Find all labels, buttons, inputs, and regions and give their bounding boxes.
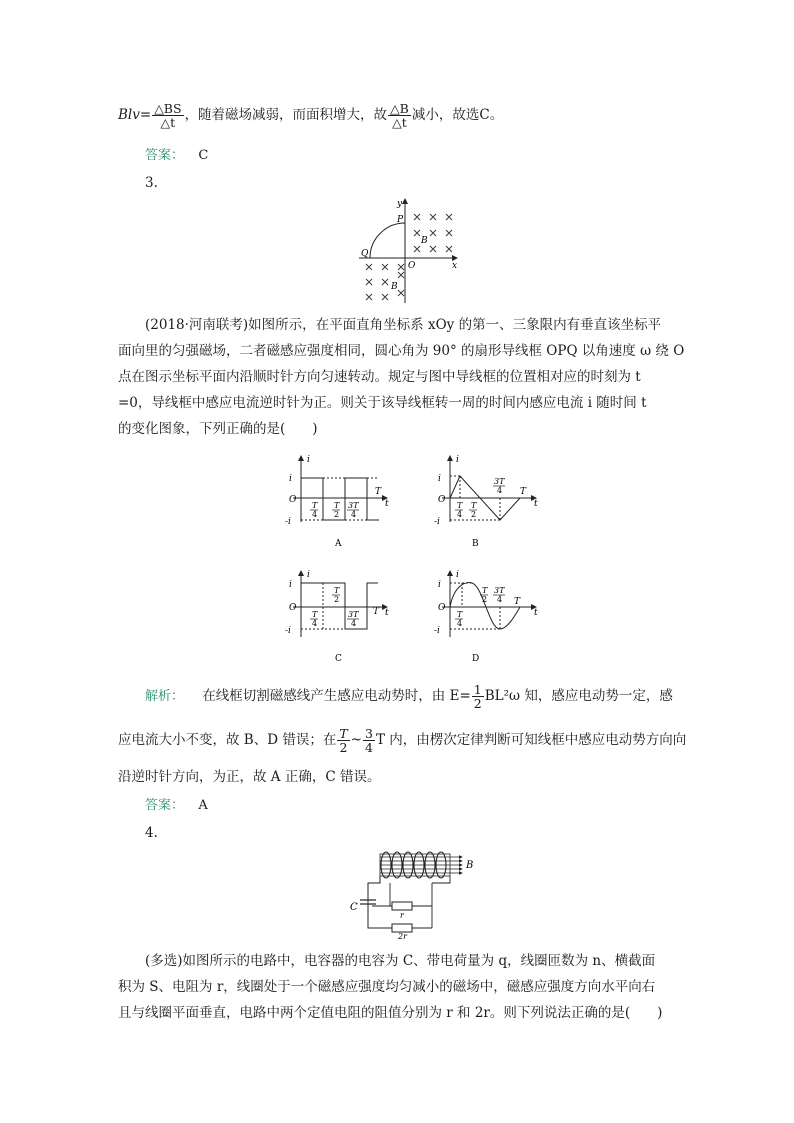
a-i2: i xyxy=(289,474,292,484)
svg-text:2: 2 xyxy=(334,510,340,519)
field-x-mark xyxy=(414,246,420,252)
q3-answer: 答案： A xyxy=(145,798,208,813)
svg-text:O: O xyxy=(438,495,446,505)
field-x-mark xyxy=(366,264,372,270)
q4-stem-line-1: (多选)如图所示的电路中，电容器的电容为 C、带电荷量为 q，线圈匝数为 n、横截面 xyxy=(145,953,656,969)
field-x-mark xyxy=(382,279,388,285)
svg-text:4: 4 xyxy=(351,510,357,519)
a-o: O xyxy=(289,495,297,505)
a-neg-i: -i xyxy=(285,517,291,527)
field-marks-q1 xyxy=(414,214,452,252)
svg-text:4: 4 xyxy=(312,510,318,519)
svg-text:4: 4 xyxy=(351,619,357,628)
q3-analysis-line-2: 应电流大小不变，故 B、D 错误；在 $\frac{T}{2}$ ~ $\frac{3}{4}$ T 内，由楞次定律判断可知线框中感应电动势方向向 xyxy=(118,726,687,755)
label-y: y xyxy=(397,199,403,209)
svg-text:2: 2 xyxy=(334,595,340,604)
field-x-mark xyxy=(398,290,404,296)
svg-text:T: T xyxy=(514,597,521,607)
label-x: x xyxy=(452,261,458,271)
q3-stem-rest xyxy=(118,338,684,442)
svg-text:-i: -i xyxy=(434,626,440,636)
resistor-2r xyxy=(392,924,412,932)
graph-a-letter: A xyxy=(335,539,342,549)
field-x-mark xyxy=(446,230,452,236)
svg-text:T: T xyxy=(312,610,318,619)
field-x-mark xyxy=(382,294,388,300)
field-x-mark xyxy=(446,246,452,252)
q3-stem-line-2: 面向里的匀强磁场，二者磁感应强度相同，圆心角为 90° 的扇形导线框 OPQ 以角速度 ω 绕 O xyxy=(118,343,685,359)
svg-text:T: T xyxy=(373,607,380,617)
label-c: C xyxy=(350,902,358,913)
svg-text:T: T xyxy=(520,487,527,497)
graph-a xyxy=(283,450,393,550)
q3-analysis-line-3: 沿逆时针方向，为正，故 A 正确，C 错误。 xyxy=(118,769,381,785)
q4-stem-rest xyxy=(118,974,662,1026)
svg-text:3T: 3T xyxy=(494,477,505,486)
field-x-mark xyxy=(366,279,372,285)
label-r: r xyxy=(400,911,404,920)
q2-tail-line xyxy=(118,102,503,129)
svg-text:4: 4 xyxy=(497,595,503,604)
answer-value: C xyxy=(198,148,209,163)
svg-text:2: 2 xyxy=(482,595,488,604)
svg-text:4: 4 xyxy=(312,619,318,628)
label-b: B xyxy=(466,860,474,871)
label-o: O xyxy=(408,261,416,271)
svg-text:3T: 3T xyxy=(348,610,359,619)
svg-text:i: i xyxy=(289,580,292,590)
q2-lhs: Blv= xyxy=(118,107,152,123)
q3-stem xyxy=(145,312,661,338)
q2-end: 减小，故选C。 xyxy=(411,107,504,123)
svg-text:i: i xyxy=(438,474,441,484)
q3-stem-line-4: =0，导线框中感应电流逆时针为正。则关于该导线框转一周的时间内感应电流 i 随时间 t xyxy=(118,395,647,411)
svg-text:T: T xyxy=(457,610,463,619)
q4-stem-line-2: 积为 S、电阻为 r，线圈处于一个磁感应强度均匀减小的磁场中，磁感应强度方向水平向右 xyxy=(118,979,656,995)
q2-mid: ，随着磁场减弱，而面积增大，故 xyxy=(184,107,388,123)
svg-text:T: T xyxy=(334,586,340,595)
graph-c xyxy=(283,565,393,665)
resistor-r xyxy=(392,902,412,910)
label-p: P xyxy=(397,215,404,225)
q3-stem-line-5: 的变化图象，下列正确的是( ) xyxy=(118,421,318,437)
label-b1: B xyxy=(421,236,428,246)
field-x-mark xyxy=(366,294,372,300)
field-x-mark xyxy=(414,230,420,236)
q4-stem-line-3: 且与线圈平面垂直，电路中两个定值电阻的阻值分别为 r 和 2r。则下列说法正确的是( ) xyxy=(118,1005,663,1021)
svg-text:i: i xyxy=(456,570,459,580)
svg-text:O: O xyxy=(289,603,297,613)
graph-d-letter: D xyxy=(472,654,480,664)
svg-text:4: 4 xyxy=(457,619,463,628)
label-b2: B xyxy=(391,282,398,292)
svg-text:t: t xyxy=(534,499,538,509)
label-2r: 2r xyxy=(398,932,407,940)
svg-text:i: i xyxy=(307,570,310,580)
q3-number: 3. xyxy=(145,175,158,191)
field-x-mark xyxy=(430,246,436,252)
field-x-mark xyxy=(382,264,388,270)
q4-figure xyxy=(350,848,490,940)
svg-text:-i: -i xyxy=(434,517,440,527)
q3-stem-line-1: (2018·河南联考)如图所示，在平面直角坐标系 xOy 的第一、三象限内有垂直该坐标平 xyxy=(145,317,662,333)
graph-b xyxy=(432,450,542,550)
svg-text:4: 4 xyxy=(457,510,463,519)
field-x-mark xyxy=(398,264,404,270)
svg-text:4: 4 xyxy=(497,486,503,495)
field-x-mark xyxy=(430,214,436,220)
q4-number: 4. xyxy=(145,825,158,841)
q3-stem-line-3: 点在图示坐标平面内沿顺时针方向匀速转动。规定与图中导线框的位置相对应的时刻为 t xyxy=(118,369,641,385)
coil-turns xyxy=(381,852,446,878)
answer-label: 答案： xyxy=(145,148,185,163)
graph-c-letter: C xyxy=(335,654,342,664)
svg-text:2: 2 xyxy=(471,510,477,519)
q2-answer xyxy=(145,144,208,167)
field-x-mark xyxy=(446,214,452,220)
field-marks-q3 xyxy=(366,264,404,300)
svg-text:t: t xyxy=(534,608,538,618)
svg-text:T: T xyxy=(457,501,463,510)
label-q: Q xyxy=(361,249,369,259)
svg-text:t: t xyxy=(385,608,389,618)
q2-frac2: $\frac{\triangle B}{\triangle t}$ xyxy=(390,101,409,130)
graph-b-letter: B xyxy=(472,539,479,549)
field-x-mark xyxy=(414,214,420,220)
sector-arc xyxy=(370,223,405,258)
svg-text:3T: 3T xyxy=(494,586,505,595)
svg-text:T: T xyxy=(334,501,340,510)
graph-d xyxy=(432,565,542,665)
svg-text:T: T xyxy=(471,501,477,510)
svg-text:3T: 3T xyxy=(348,501,359,510)
q3-figure xyxy=(355,195,465,305)
a-T: T xyxy=(375,487,382,497)
analysis-label: 解析： xyxy=(145,689,185,704)
field-x-mark xyxy=(398,272,404,278)
q3-analysis-line-1: 解析： 在线框切割磁感线产生感应电动势时，由 E= $\frac{1}{2}$ BL²ω 知，感应电动势一定，感 xyxy=(145,682,673,711)
q2-frac1: $\frac{\triangle BS}{\triangle t}$ xyxy=(154,101,182,130)
a-t: t xyxy=(385,499,389,509)
svg-text:i: i xyxy=(438,580,441,590)
svg-text:O: O xyxy=(438,603,446,613)
svg-text:i: i xyxy=(456,455,459,465)
svg-text:T: T xyxy=(312,501,318,510)
svg-text:-i: -i xyxy=(285,626,291,636)
a-i: i xyxy=(307,455,310,465)
field-x-mark xyxy=(430,230,436,236)
svg-text:T: T xyxy=(482,586,488,595)
